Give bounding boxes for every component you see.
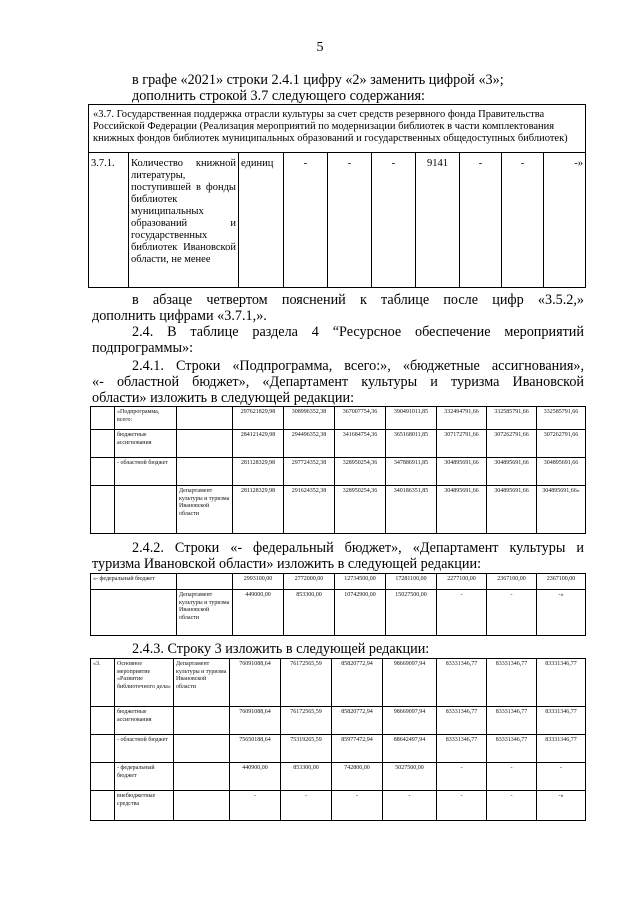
table-cell: 742800,00 <box>332 763 383 791</box>
table-cell: 297621829,98 <box>233 407 284 430</box>
table-cell: 75319265,59 <box>281 735 332 763</box>
table-cell: 304895691,66» <box>537 486 586 534</box>
table-cell: 291624352,38 <box>284 486 335 534</box>
table-cell: 83331346,77 <box>487 735 537 763</box>
table-cell: 332494791,66 <box>437 407 487 430</box>
table-cell: 304895691,66 <box>487 486 537 534</box>
table-cell: 284121429,98 <box>233 430 284 458</box>
table-cell: 440900,00 <box>230 763 281 791</box>
row-number <box>91 707 115 735</box>
table-cell: 332585791,66 <box>537 407 586 430</box>
table-cell: 76091088,64 <box>230 707 281 735</box>
row-label: - федеральный бюджет <box>115 763 174 791</box>
table-cell: - <box>284 153 328 288</box>
executor <box>174 791 230 821</box>
table-cell: 853300,00 <box>284 590 335 636</box>
table-cell: 17281100,00 <box>386 574 437 590</box>
table-2-4-1 <box>90 406 586 534</box>
row-number <box>91 791 115 821</box>
table-cell: 308996352,38 <box>284 407 335 430</box>
row-number: «3. <box>91 659 115 707</box>
row-label: внебюджетные средства <box>115 791 174 821</box>
paragraph-5a: 2.4.1. Строки «Подпрограмма, всего:», «бюджетные ассигнования», <box>132 358 584 374</box>
row-label: - областной бюджет <box>115 735 174 763</box>
executor <box>177 407 233 430</box>
table-cell: - <box>437 590 487 636</box>
indicator-name: Количество книжной литературы, поступившей в фонды библиотек муниципальных образований и государственных библиотек Ивановской области, не менее <box>129 153 239 288</box>
table-cell: -» <box>537 791 586 821</box>
table-cell: -» <box>537 590 586 636</box>
row-label: бюджетные ассигнования <box>115 430 177 458</box>
table-cell: 2367100,00 <box>537 574 586 590</box>
executor <box>177 458 233 486</box>
table-2-4-3 <box>90 658 586 821</box>
table-cell: 307172791,66 <box>437 430 487 458</box>
table-cell: 2993100,00 <box>233 574 284 590</box>
table-cell: 449000,00 <box>233 590 284 636</box>
table-cell: - <box>487 590 537 636</box>
table-cell: 307262791,66 <box>537 430 586 458</box>
paragraph-3b: дополнить цифрами «3.7.1,». <box>92 308 267 324</box>
table-cell: 328950254,36 <box>335 458 386 486</box>
table-cell: 83331346,77 <box>437 735 487 763</box>
table-cell: 85820772,94 <box>332 707 383 735</box>
table-cell: 390491011,85 <box>386 407 437 430</box>
table-cell: - <box>437 791 487 821</box>
table-cell: 85820772,94 <box>332 659 383 707</box>
table-cell: 281128329,98 <box>233 458 284 486</box>
row-label: Основное мероприятие «Развитие библиотечного дела» <box>115 659 174 707</box>
table-cell: - <box>460 153 502 288</box>
table-cell: - <box>437 763 487 791</box>
table-cell: 281128329,98 <box>233 486 284 534</box>
paragraph-5c: области» изложить в следующей редакции: <box>92 390 355 406</box>
paragraph-3a: в абзаце четвертом пояснений к таблице после цифр «3.5.2,» <box>132 292 584 308</box>
table-cell: - <box>230 791 281 821</box>
table-cell: 5027500,00 <box>383 763 437 791</box>
paragraph-6b: туризма Ивановской области» изложить в следующей редакции: <box>92 556 482 572</box>
executor: Департамент культуры и туризма Ивановской области <box>174 659 230 707</box>
row-label: - областной бюджет <box>115 458 177 486</box>
table-cell: - <box>281 791 332 821</box>
row-number <box>91 763 115 791</box>
table-cell: 347886911,85 <box>386 458 437 486</box>
table-cell: - <box>332 791 383 821</box>
table-cell: - <box>537 763 586 791</box>
table-cell: 328950254,36 <box>335 486 386 534</box>
table-cell: -» <box>544 153 586 288</box>
table-cell: - <box>487 763 537 791</box>
table-cell: 83331346,77 <box>537 707 586 735</box>
table-cell: 304895691,66 <box>437 458 487 486</box>
table-cell: 76091088,64 <box>230 659 281 707</box>
table-cell: 12734500,00 <box>335 574 386 590</box>
table-cell: - <box>502 153 544 288</box>
table-cell: - <box>487 791 537 821</box>
row-label: бюджетные ассигнования <box>115 707 174 735</box>
table-cell: 9141 <box>416 153 460 288</box>
page-number: 5 <box>316 40 324 55</box>
table-cell: 76172565,59 <box>281 707 332 735</box>
table-cell: 85977472,94 <box>332 735 383 763</box>
table-3-7 <box>88 104 586 288</box>
table-cell: 2277100,00 <box>437 574 487 590</box>
paragraph-6a: 2.4.2. Строки «- федеральный бюджет», «Департамент культуры и <box>132 540 584 556</box>
table-cell: 76172565,59 <box>281 659 332 707</box>
table-cell: 83331346,77 <box>487 707 537 735</box>
table-cell: 2772000,00 <box>284 574 335 590</box>
section-3-7-header: «3.7. Государственная поддержка отрасли культуры за счет средств резервного фонда Правительства Российской Федерации (Реализация мероприятий по модернизации библиотек в части комплектования книжных фондов библиотек муниципальных образований и государственных общедоступных библиотек) <box>89 105 586 153</box>
table-cell: 340186351,85 <box>386 486 437 534</box>
table-cell: 83331346,77 <box>437 659 487 707</box>
table-cell: - <box>328 153 372 288</box>
table-cell: 83331346,77 <box>437 707 487 735</box>
table-cell: 332585791,66 <box>487 407 537 430</box>
row-number: 3.7.1. <box>89 153 129 288</box>
table-cell: 304895691,66 <box>437 486 487 534</box>
table-2-4-2 <box>90 573 586 636</box>
row-label: «Подпрограмма, всего: <box>115 407 177 430</box>
executor <box>174 763 230 791</box>
table-cell: 15027500,00 <box>386 590 437 636</box>
table-cell: 83331346,77 <box>537 735 586 763</box>
row-label <box>115 486 177 534</box>
table-cell: 304895691,66 <box>537 458 586 486</box>
executor: Департамент культуры и туризма Ивановской области <box>177 486 233 534</box>
table-cell: 83331346,77 <box>537 659 586 707</box>
table-cell: 88642497,94 <box>383 735 437 763</box>
table-cell: 2367100,00 <box>487 574 537 590</box>
table-cell: 10742900,00 <box>335 590 386 636</box>
table-cell: 367007754,36 <box>335 407 386 430</box>
executor <box>174 735 230 763</box>
table-cell: 307262791,66 <box>487 430 537 458</box>
table-cell: 98669097,94 <box>383 659 437 707</box>
table-cell: 365168011,85 <box>386 430 437 458</box>
table-cell: 98669097,94 <box>383 707 437 735</box>
unit: единиц <box>239 153 284 288</box>
table-cell: 304895691,66 <box>487 458 537 486</box>
table-cell: 294496352,38 <box>284 430 335 458</box>
table-cell: 853300,00 <box>281 763 332 791</box>
executor <box>177 574 233 590</box>
paragraph-4a: 2.4. В таблице раздела 4 “Ресурсное обеспечение мероприятий <box>132 324 584 340</box>
paragraph-4b: подпрограммы»: <box>92 340 194 356</box>
row-label <box>91 590 177 636</box>
row-number <box>91 735 115 763</box>
table-cell: 297724352,38 <box>284 458 335 486</box>
paragraph-1: в графе «2021» строки 2.4.1 цифру «2» заменить цифрой «3»; <box>132 72 504 88</box>
table-cell: 83331346,77 <box>487 659 537 707</box>
table-cell: - <box>372 153 416 288</box>
executor <box>174 707 230 735</box>
paragraph-5b: «- областной бюджет», «Департамент культуры и туризма Ивановской <box>92 374 584 390</box>
paragraph-7: 2.4.3. Строку 3 изложить в следующей редакции: <box>132 641 430 657</box>
executor <box>177 430 233 458</box>
executor: Департамент культуры и туризма Ивановской области <box>177 590 233 636</box>
table-cell: 75650188,64 <box>230 735 281 763</box>
paragraph-2: дополнить строкой 3.7 следующего содержания: <box>132 88 425 104</box>
table-cell: - <box>383 791 437 821</box>
table-cell: 341684754,36 <box>335 430 386 458</box>
row-label: «- федеральный бюджет <box>91 574 177 590</box>
